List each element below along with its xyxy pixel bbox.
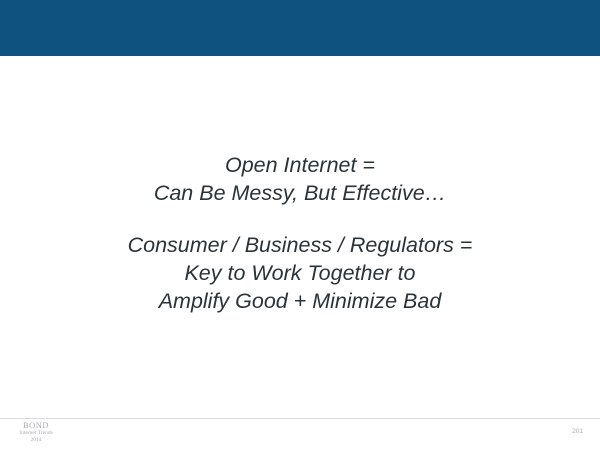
page-number: 201 [572, 428, 583, 435]
statement-line: Amplify Good + Minimize Bad [158, 289, 442, 313]
brand-subtitle: Internet Trends [19, 430, 53, 436]
brand-year: 2014 [30, 437, 42, 443]
statement-line: Can Be Messy, But Effective… [153, 181, 447, 205]
paragraph-spacer [0, 207, 600, 231]
footer-logo [10, 421, 62, 444]
statement-line: Open Internet = [224, 153, 375, 177]
brand-name: BOND [22, 420, 50, 430]
statement-line: Key to Work Together to [184, 261, 416, 285]
header-bar [0, 0, 600, 56]
slide-content [0, 151, 600, 315]
statement-line: Consumer / Business / Regulators = [127, 233, 473, 257]
footer-divider [0, 418, 600, 419]
